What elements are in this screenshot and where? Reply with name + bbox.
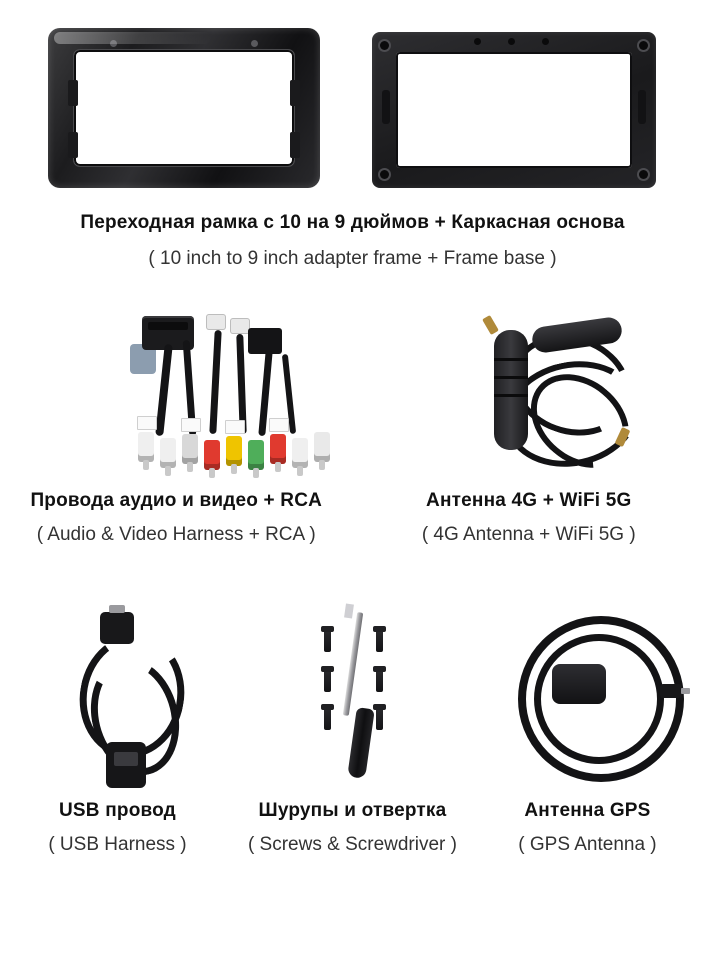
harness-caption-en: ( Audio & Video Harness + RCA ): [36, 524, 316, 545]
harness-caption-ru: Провода аудио и видео + RCA: [30, 490, 323, 511]
gps-caption-block: [470, 800, 705, 856]
tools-caption-ru: Шурупы и отвертка: [258, 800, 447, 821]
usb-harness-icon: [62, 608, 232, 788]
harness-caption-block: [0, 490, 353, 546]
screws-screwdriver-icon: [300, 608, 480, 793]
frames-caption-en: ( 10 inch to 9 inch adapter frame + Frame base ): [148, 248, 557, 269]
antenna4g-caption-en: ( 4G Antenna + WiFi 5G ): [421, 524, 636, 545]
section-frames: [0, 0, 705, 300]
adapter-frame-glossy-icon: [48, 28, 320, 188]
usb-caption-ru: USB провод: [59, 800, 176, 821]
4g-wifi-antenna-icon: [470, 310, 670, 485]
tools-caption-block: [235, 800, 470, 856]
frames-caption-ru: Переходная рамка с 10 на 9 дюймов + Каркасная основа: [80, 212, 625, 233]
audio-video-harness-rca-icon: [120, 310, 370, 485]
harness-antenna-image-row: [0, 300, 705, 490]
gps-antenna-icon: [500, 606, 690, 796]
usb-caption-en: ( USB Harness ): [48, 834, 187, 855]
section-usb-tools-gps: [0, 600, 705, 940]
gps-caption-ru: Антенна GPS: [524, 800, 651, 821]
antenna4g-caption-ru: Антенна 4G + WiFi 5G: [426, 490, 632, 511]
frames-image-row: [0, 0, 705, 200]
antenna4g-caption-block: [353, 490, 705, 546]
usb-tools-gps-image-row: [0, 600, 705, 800]
harness-antenna-caption-row: [0, 490, 705, 546]
gps-caption-en: ( GPS Antenna ): [518, 834, 657, 855]
tools-caption-en: ( Screws & Screwdriver ): [247, 834, 457, 855]
frame-base-matte-icon: [372, 32, 656, 188]
usb-tools-gps-caption-row: [0, 800, 705, 856]
frames-caption-block: [0, 212, 705, 270]
usb-caption-block: [0, 800, 235, 856]
section-harness-antenna: [0, 300, 705, 600]
